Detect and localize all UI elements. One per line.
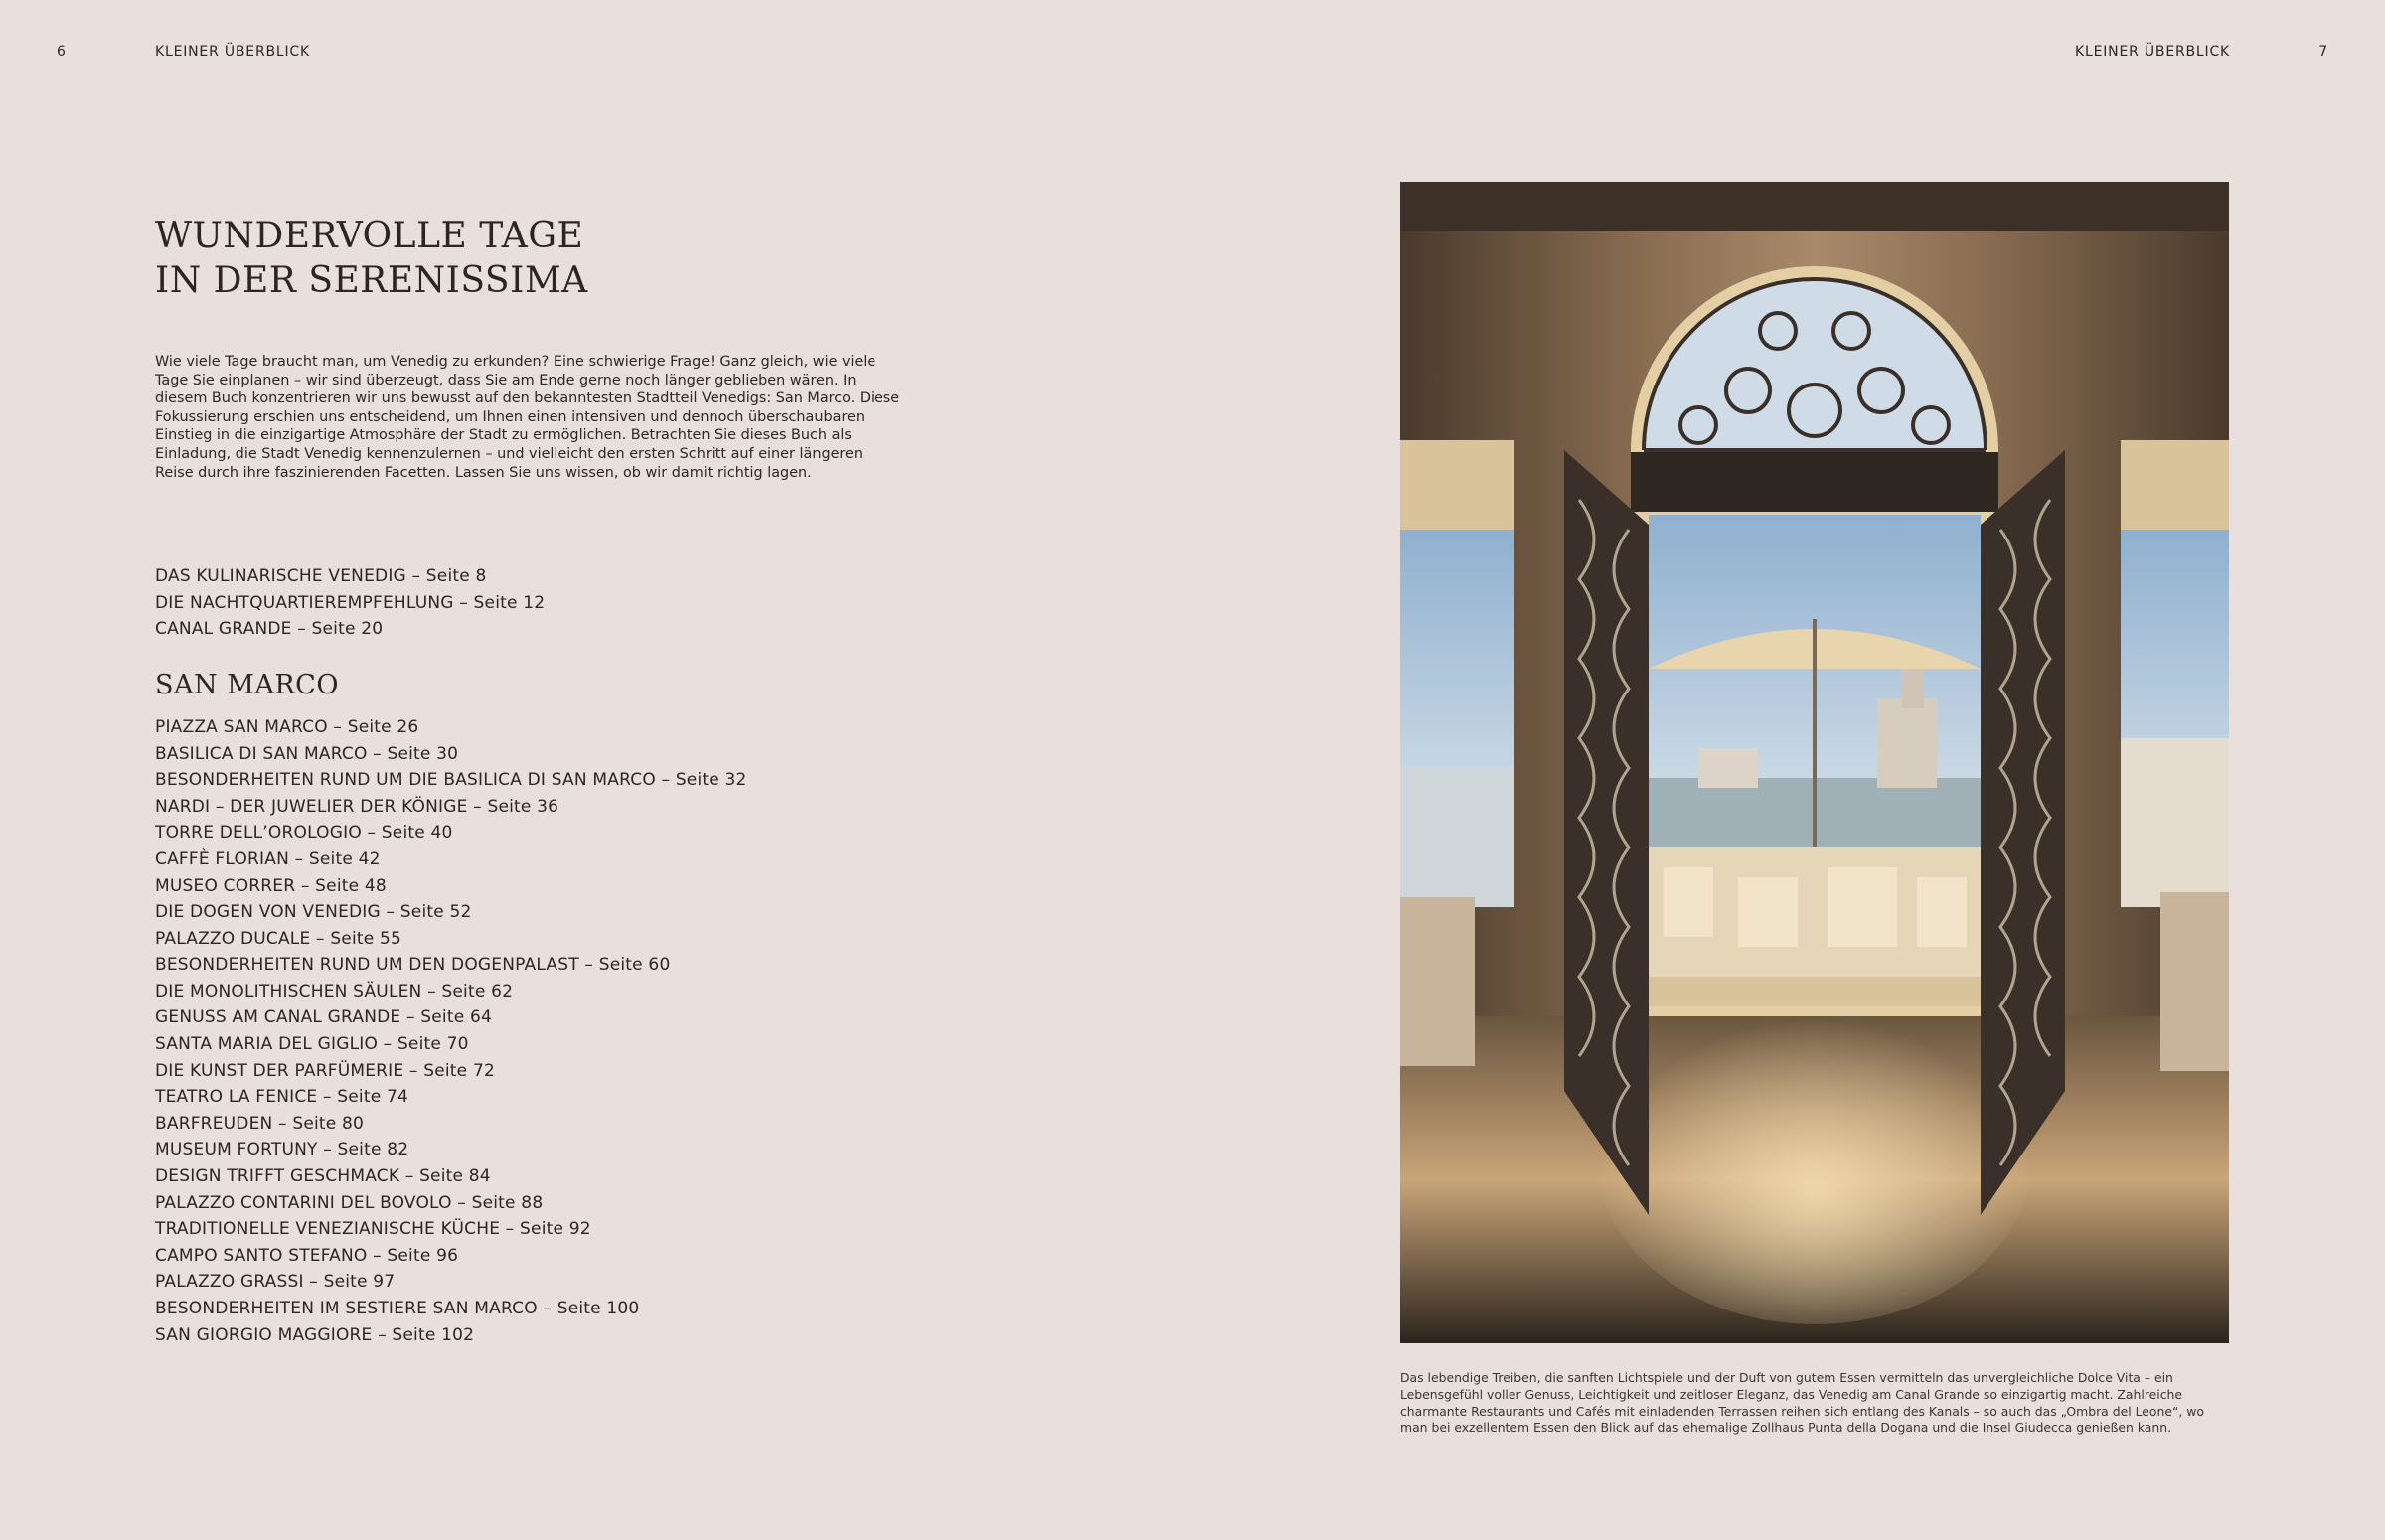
toc-entry: PIAZZA SAN MARCO – Seite 26 (155, 716, 419, 737)
toc-entry: SAN GIORGIO MAGGIORE – Seite 102 (155, 1324, 475, 1345)
title-line-1: WUNDERVOLLE TAGE (155, 216, 584, 256)
toc-entry: DIE MONOLITHISCHEN SÄULEN – Seite 62 (155, 981, 514, 1001)
toc-entry: CANAL GRANDE – Seite 20 (155, 619, 384, 640)
photo-caption: Das lebendige Treiben, die sanften Lichtspiele und der Duft von gutem Essen vermitteln das unvergleichliche Dolce Vita – ein Lebensgefühl voller Genuss, Leichtigkeit und zeitloser Eleganz, das Venedig am Canal Grande so einzigartig macht. Zahlreiche charmante Restaurants und Cafés mit einladenden Terrassen reihen sich entlang des Kanals – so auch das „Ombra del Leone“, wo man bei exzellentem Essen den Blick auf das ehemalige Zollhaus Punta della Dogana und die Insel Giudecca genießen kann. (1400, 1370, 2204, 1436)
toc-entry: DIE KUNST DER PARFÜMERIE – Seite 72 (155, 1060, 495, 1081)
photo-illustration (1400, 182, 2229, 1343)
toc-entry: TRADITIONELLE VENEZIANISCHE KÜCHE – Seite 92 (155, 1219, 591, 1240)
toc-entry: TEATRO LA FENICE – Seite 74 (155, 1087, 409, 1108)
toc-intro-list (155, 563, 910, 643)
toc-entry: TORRE DELL’OROLOGIO – Seite 40 (155, 823, 453, 844)
toc-section-list (155, 714, 910, 1348)
intro-paragraph: Wie viele Tage braucht man, um Venedig zu erkunden? Eine schwierige Frage! Ganz gleich, wie viele Tage Sie einplanen – wir sind überzeugt, dass Sie am Ende gerne noch länger geblieben wären. In diesem Buch konzentrieren wir uns bewusst auf den bekanntesten Stadtteil Venedigs: San Marco. Diese Fokussierung erschien uns entscheidend, um Ihnen einen intensiven und dennoch überschaubaren Einstieg in die einzigartige Atmosphäre der Stadt zu ermöglichen. Betrachten Sie dieses Buch als Einladung, die Stadt Venedig kennenzulernen – und vielleicht den ersten Schritt auf einer längeren Reise durch ihre faszinierenden Facetten. Lassen Sie uns wissen, ob wir damit richtig lagen. (155, 354, 900, 481)
toc-entry: DAS KULINARISCHE VENEDIG – Seite 8 (155, 566, 487, 587)
toc-entry: BASILICA DI SAN MARCO – Seite 30 (155, 743, 459, 764)
toc-entry: DESIGN TRIFFT GESCHMACK – Seite 84 (155, 1166, 491, 1187)
toc-entry: SANTA MARIA DEL GIGLIO – Seite 70 (155, 1034, 469, 1055)
toc-entry: DIE NACHTQUARTIEREMPFEHLUNG – Seite 12 (155, 592, 546, 613)
toc-entry: BESONDERHEITEN RUND UM DEN DOGENPALAST – Seite 60 (155, 955, 671, 976)
toc-entry: CAMPO SANTO STEFANO – Seite 96 (155, 1245, 459, 1266)
section-title: SAN MARCO (155, 669, 339, 700)
toc-entry: PALAZZO DUCALE – Seite 55 (155, 928, 402, 949)
restaurant-photo (1400, 182, 2229, 1343)
toc-entry: PALAZZO GRASSI – Seite 97 (155, 1272, 396, 1293)
toc-entry: BESONDERHEITEN IM SESTIERE SAN MARCO – Seite 100 (155, 1299, 640, 1318)
toc-entry: NARDI – DER JUWELIER DER KÖNIGE – Seite 36 (155, 796, 559, 817)
toc-entry: DIE DOGEN VON VENEDIG – Seite 52 (155, 902, 472, 923)
article-title (155, 214, 910, 303)
title-line-2: IN DER SERENISSIMA (155, 260, 588, 301)
running-head-right: KLEINER ÜBERBLICK (2075, 44, 2230, 60)
toc-entry: MUSEUM FORTUNY – Seite 82 (155, 1140, 409, 1160)
running-head-left: KLEINER ÜBERBLICK (155, 44, 310, 60)
toc-entry: PALAZZO CONTARINI DEL BOVOLO – Seite 88 (155, 1192, 544, 1213)
toc-entry: GENUSS AM CANAL GRANDE – Seite 64 (155, 1007, 492, 1028)
left-column (155, 214, 910, 1348)
toc-entry: BARFREUDEN – Seite 80 (155, 1113, 365, 1134)
page-number-left: 6 (57, 44, 67, 60)
toc-entry: CAFFÈ FLORIAN – Seite 42 (155, 848, 381, 869)
page-number-right: 7 (2318, 44, 2328, 60)
toc-entry: BESONDERHEITEN RUND UM DIE BASILICA DI SAN MARCO – Seite 32 (155, 770, 747, 791)
toc-entry: MUSEO CORRER – Seite 48 (155, 875, 387, 896)
